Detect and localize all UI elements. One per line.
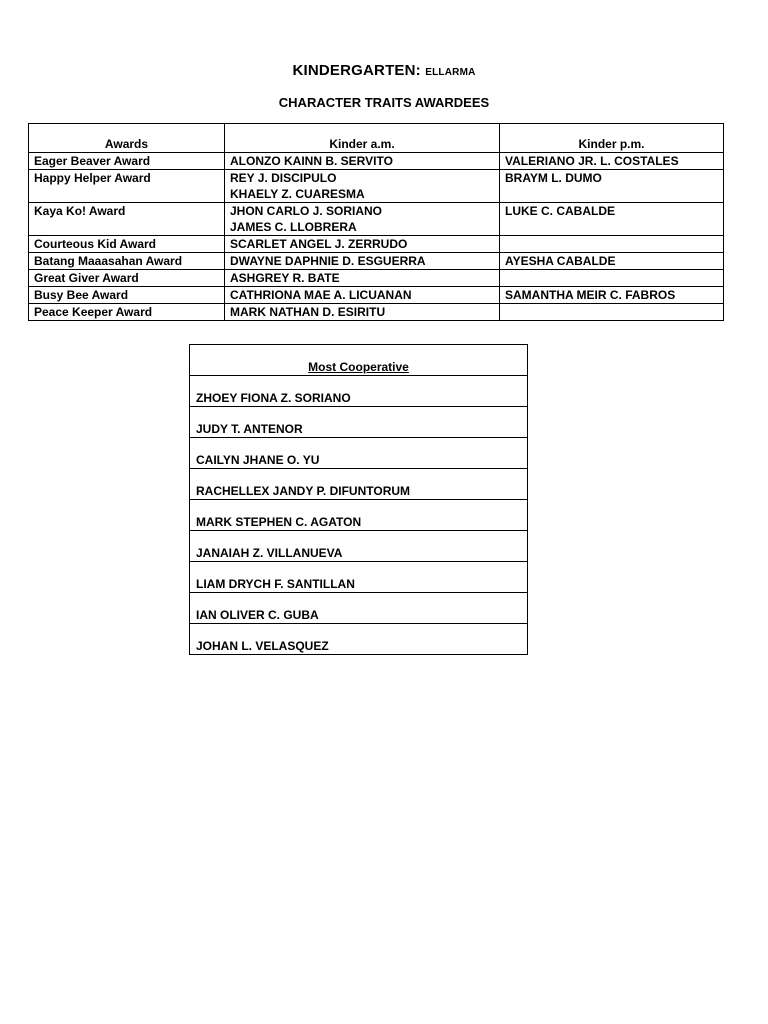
awards-header-row (29, 124, 724, 153)
table-row (29, 270, 724, 287)
table-row (29, 253, 724, 270)
table-row (29, 203, 724, 236)
awardee-name: AYESHA CABALDE (505, 254, 616, 268)
awardee-name: KHAELY Z. CUARESMA (230, 187, 365, 201)
teacher-name: ELLARMA (425, 67, 476, 78)
kinder-am-cell (225, 270, 500, 287)
table-row (29, 236, 724, 253)
kinder-pm-cell (500, 203, 724, 236)
list-item (190, 562, 528, 593)
kinder-pm-cell (500, 304, 724, 321)
list-item (190, 438, 528, 469)
awards-table-body (29, 153, 724, 321)
cooperative-name: JANAIAH Z. VILLANUEVA (190, 531, 528, 562)
cooperative-name: LIAM DRYCH F. SANTILLAN (190, 562, 528, 593)
awardee-name: CATHRIONA MAE A. LICUANAN (230, 288, 412, 302)
title-text: KINDERGARTEN: (292, 62, 421, 79)
awardee-name: VALERIANO JR. L. COSTALES (505, 154, 679, 168)
awardee-name: SAMANTHA MEIR C. FABROS (505, 288, 676, 302)
awardee-name: ASHGREY R. BATE (230, 271, 340, 285)
cooperative-name: IAN OLIVER C. GUBA (190, 593, 528, 624)
list-item (190, 500, 528, 531)
awardee-name: REY J. DISCIPULO (230, 171, 337, 185)
kinder-am-cell (225, 253, 500, 270)
kinder-pm-cell (500, 153, 724, 170)
list-item (190, 407, 528, 438)
cooperative-name: RACHELLEX JANDY P. DIFUNTORUM (190, 469, 528, 500)
kinder-am-cell (225, 236, 500, 253)
most-cooperative-body (190, 345, 528, 655)
awardee-name: DWAYNE DAPHNIE D. ESGUERRA (230, 254, 426, 268)
awardee-name: JHON CARLO J. SORIANO (230, 204, 383, 218)
column-header-kinder-pm: Kinder p.m. (500, 124, 724, 153)
most-cooperative-heading: Most Cooperative (190, 345, 528, 376)
column-header-kinder-am: Kinder a.m. (225, 124, 500, 153)
award-name-cell: Courteous Kid Award (29, 236, 225, 253)
table-row (29, 287, 724, 304)
column-header-awards: Awards (29, 124, 225, 153)
list-item (190, 469, 528, 500)
awardee-name: ALONZO KAINN B. SERVITO (230, 154, 393, 168)
award-name-cell: Batang Maaasahan Award (29, 253, 225, 270)
most-cooperative-table (189, 344, 528, 655)
kinder-pm-cell (500, 253, 724, 270)
award-name-cell: Happy Helper Award (29, 170, 225, 203)
kinder-pm-cell (500, 287, 724, 304)
list-item (190, 531, 528, 562)
kinder-pm-cell (500, 170, 724, 203)
kinder-am-cell (225, 304, 500, 321)
page-subtitle: CHARACTER TRAITS AWARDEES (278, 95, 490, 110)
awardee-name: MARK NATHAN D. ESIRITU (230, 305, 386, 319)
cooperative-name: ZHOEY FIONA Z. SORIANO (190, 376, 528, 407)
award-name-cell: Peace Keeper Award (29, 304, 225, 321)
table-row (29, 304, 724, 321)
cooperative-name: JOHAN L. VELASQUEZ (190, 624, 528, 655)
kinder-pm-cell (500, 236, 724, 253)
award-name-cell: Great Giver Award (29, 270, 225, 287)
cooperative-name: JUDY T. ANTENOR (190, 407, 528, 438)
awardee-name: LUKE C. CABALDE (505, 204, 615, 218)
table-row (29, 153, 724, 170)
page-title (0, 62, 768, 79)
kinder-am-cell (225, 203, 500, 236)
awardee-name: JAMES C. LLOBRERA (230, 220, 357, 234)
list-item (190, 624, 528, 655)
award-name-cell: Kaya Ko! Award (29, 203, 225, 236)
kinder-pm-cell (500, 270, 724, 287)
table-row (29, 170, 724, 203)
cooperative-name: MARK STEPHEN C. AGATON (190, 500, 528, 531)
awards-table (28, 123, 724, 321)
kinder-am-cell (225, 153, 500, 170)
award-name-cell: Eager Beaver Award (29, 153, 225, 170)
list-item (190, 376, 528, 407)
awardee-name: SCARLET ANGEL J. ZERRUDO (230, 237, 408, 251)
kinder-am-cell (225, 287, 500, 304)
cooperative-name: CAILYN JHANE O. YU (190, 438, 528, 469)
kinder-am-cell (225, 170, 500, 203)
list-item (190, 593, 528, 624)
award-name-cell: Busy Bee Award (29, 287, 225, 304)
awardee-name: BRAYM L. DUMO (505, 171, 602, 185)
most-cooperative-header-row (190, 345, 528, 376)
